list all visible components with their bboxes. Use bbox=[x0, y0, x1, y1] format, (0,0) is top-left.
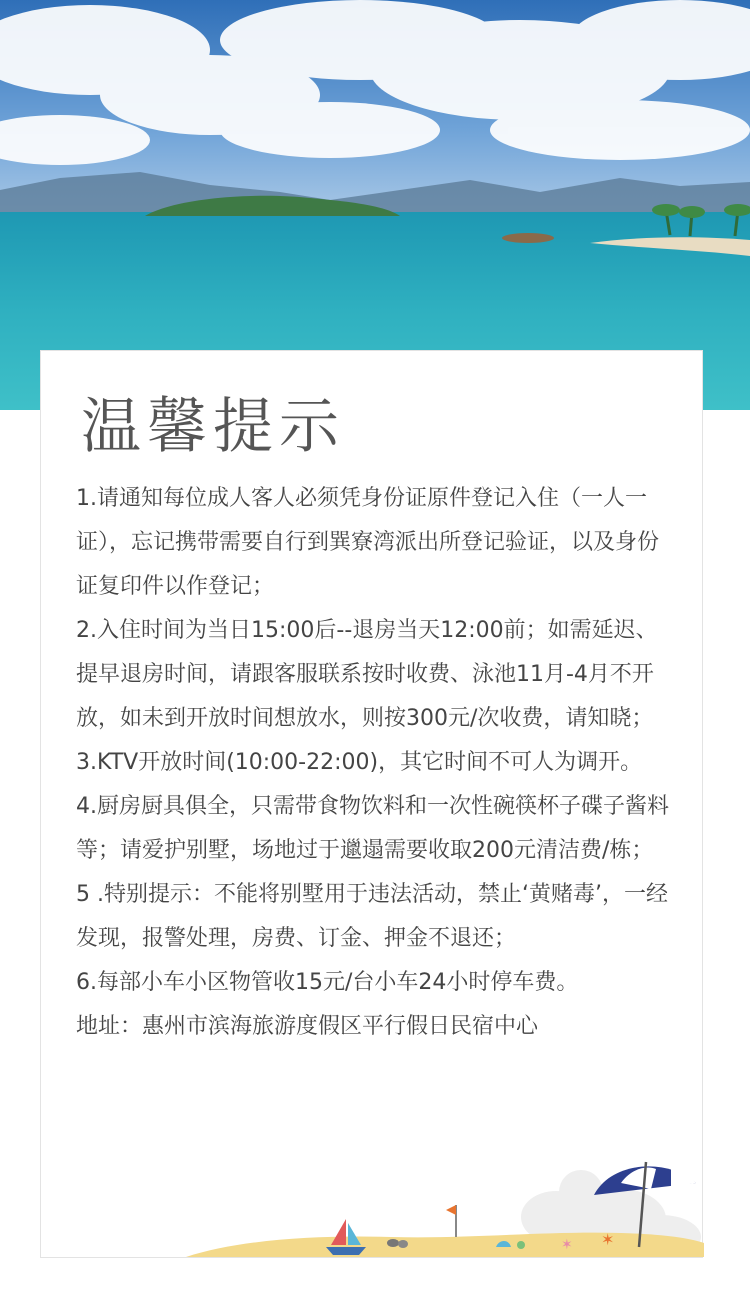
notice-item: 2.入住时间为当日15:00后--退房当天12:00前；如需延迟、提早退房时间，请跟客服联系按时收费、泳池11月-4月不开放，如未到开放时间想放水，则按300元/次收费，请知晓； bbox=[76, 618, 658, 731]
notice-item: 5 .特别提示：不能将别墅用于违法活动，禁止‘黄赌毒’，一经发现，报警处理，房费、订金、押金不退还； bbox=[76, 882, 668, 951]
notice-item: 1.请通知每位成人客人必须凭身份证原件登记入住（一人一证），忘记携带需要自行到巽寮湾派出所登记验证，以及身份证复印件以作登记； bbox=[76, 486, 660, 599]
notice-list bbox=[76, 477, 676, 1049]
address-text: 地址：惠州市滨海旅游度假区平行假日民宿中心 bbox=[76, 1014, 539, 1039]
beach-illustration bbox=[41, 1147, 704, 1257]
notice-card bbox=[40, 350, 703, 1258]
notice-item: 3.KTV开放时间(10:00-22:00)，其它时间不可人为调开。 bbox=[76, 750, 643, 775]
starfish-icon: ✶ bbox=[561, 1237, 573, 1253]
notice-item: 6.每部小车小区物管收15元/台小车24小时停车费。 bbox=[76, 970, 579, 995]
cloud-icon bbox=[0, 0, 750, 165]
notice-item: 4.厨房厨具俱全，只需带食物饮料和一次性碗筷杯子碟子酱料等；请爱护别墅，场地过于邋遢需要收取200元清洁费/栋； bbox=[76, 794, 669, 863]
page-title: 温馨提示 bbox=[81, 392, 345, 462]
sea-photo bbox=[0, 0, 750, 410]
flag-icon bbox=[446, 1205, 456, 1237]
starfish-icon: ✶ bbox=[601, 1230, 615, 1249]
